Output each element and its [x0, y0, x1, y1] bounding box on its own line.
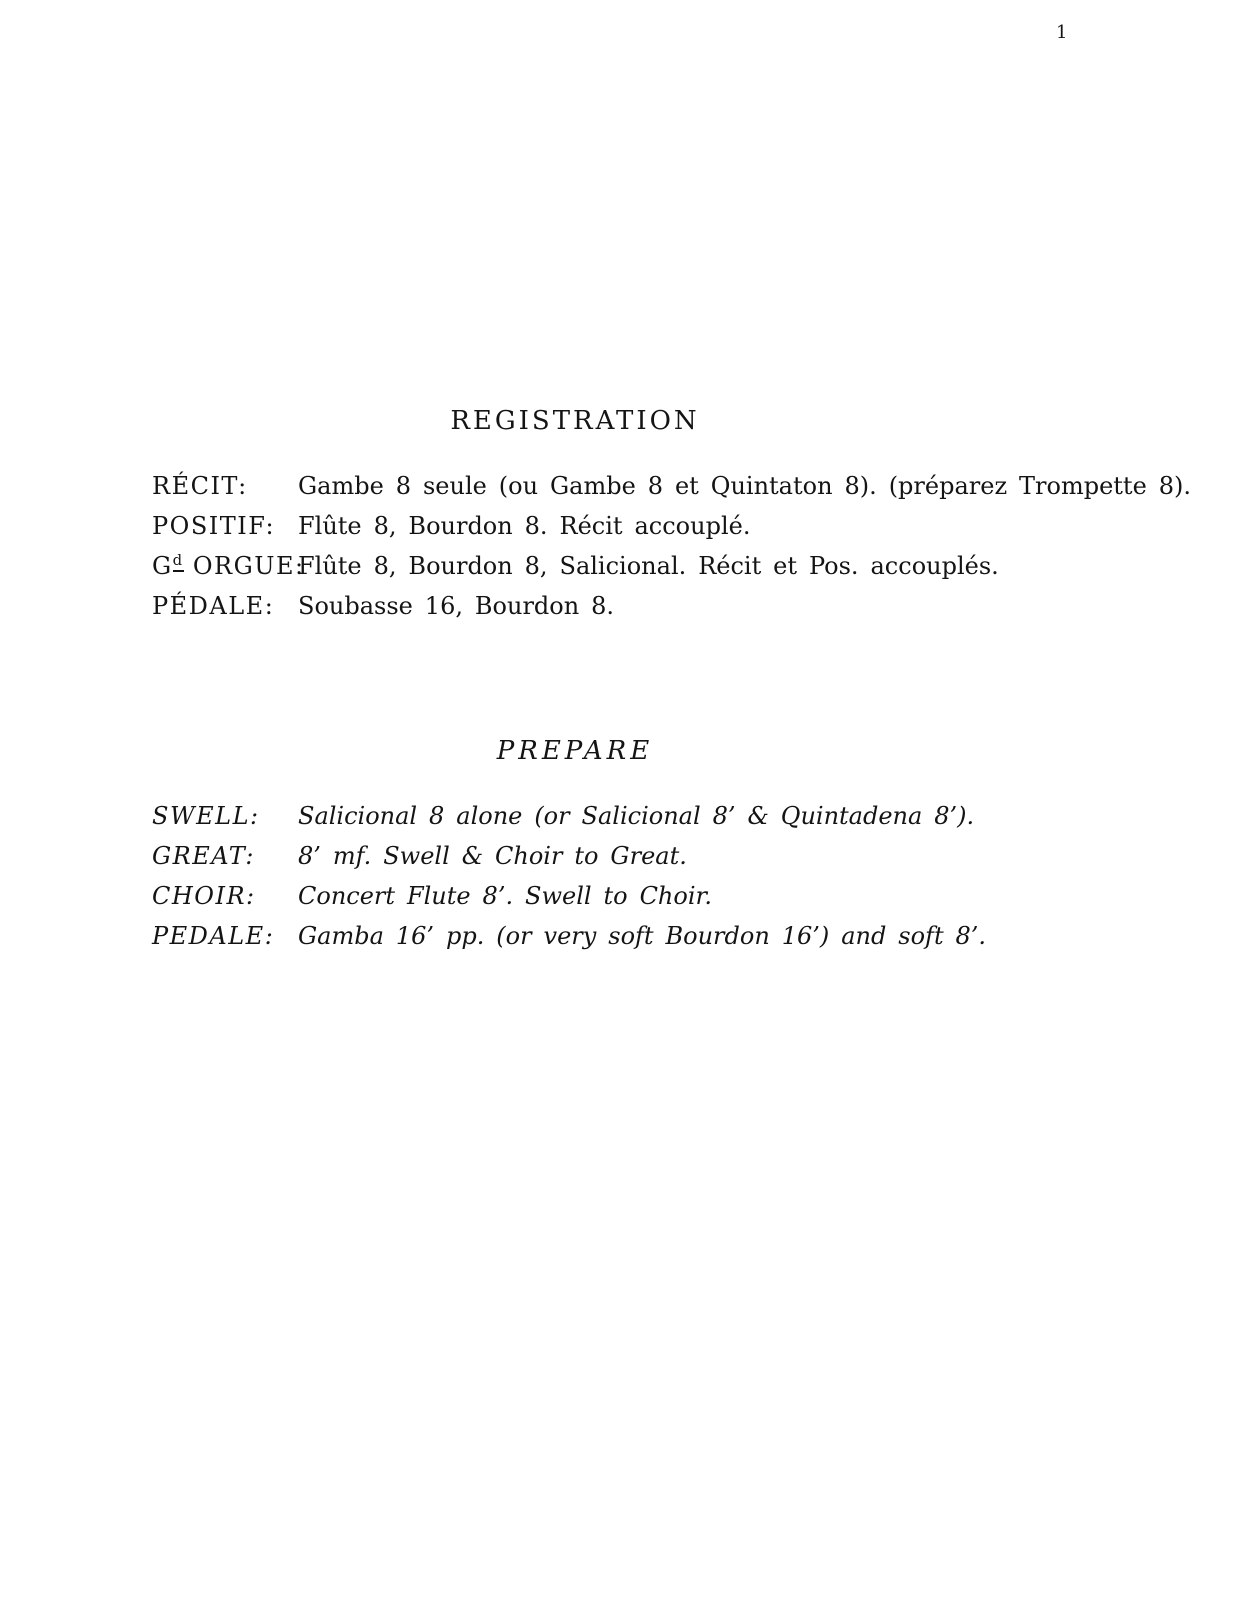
choir-value: Concert Flute 8’. Swell to Choir.: [298, 882, 712, 910]
positif-value: Flûte 8, Bourdon 8. Récit accouplé.: [298, 512, 751, 540]
prepare-row-pedale: [152, 916, 986, 956]
recit-label: RÉCIT:: [152, 472, 248, 500]
prepare-title: PREPARE: [496, 736, 654, 766]
recit-value: Gambe 8 seule (ou Gambe 8 et Quintaton 8). (préparez Trompette 8).: [298, 472, 1191, 500]
prepare-row-choir: [152, 876, 986, 916]
registration-row-recit: [152, 466, 1191, 506]
great-value: 8’ mf. Swell & Choir to Great.: [298, 842, 687, 870]
registration-list: [152, 466, 1191, 626]
grand-orgue-label: [152, 551, 305, 580]
prepare-row-great: [152, 836, 986, 876]
registration-row-positif: [152, 506, 1191, 546]
pedale-en-label: PEDALE:: [152, 922, 275, 950]
grand-orgue-label-base: G: [152, 552, 173, 580]
registration-row-pedale: [152, 586, 1191, 626]
grand-orgue-superscript-d: d: [173, 551, 184, 572]
pedale-value: Soubasse 16, Bourdon 8.: [298, 592, 615, 620]
pedale-label: PÉDALE:: [152, 592, 275, 620]
swell-label: SWELL:: [152, 802, 260, 830]
prepare-row-swell: [152, 796, 986, 836]
prepare-list: [152, 796, 986, 956]
positif-label: POSITIF:: [152, 512, 276, 540]
grand-orgue-value: Flûte 8, Bourdon 8, Salicional. Récit et Pos. accouplés.: [298, 552, 999, 580]
page-number: 1: [1056, 22, 1068, 43]
registration-title: REGISTRATION: [450, 406, 700, 436]
great-label: GREAT:: [152, 842, 256, 870]
registration-row-grand-orgue: [152, 546, 1191, 586]
grand-orgue-label-rest: ORGUE:: [183, 552, 305, 580]
choir-label: CHOIR:: [152, 882, 256, 910]
pedale-en-value: Gamba 16’ pp. (or very soft Bourdon 16’) and soft 8’.: [298, 922, 987, 950]
swell-value: Salicional 8 alone (or Salicional 8’ & Quintadena 8’).: [298, 802, 975, 830]
